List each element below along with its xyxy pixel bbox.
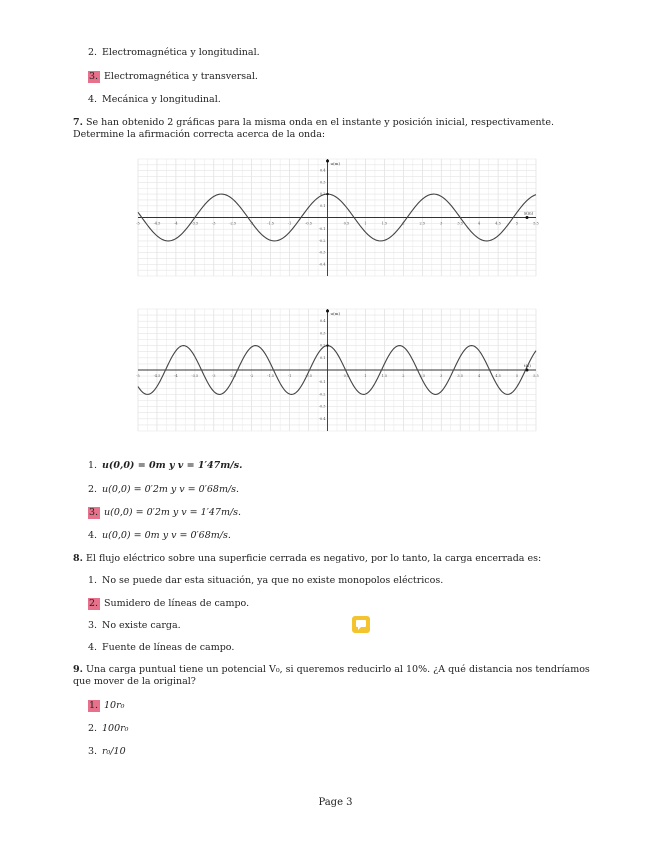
option-number: 3. (88, 746, 98, 757)
option-text: u(0,0) = 0m y v = 1′47m/s. (102, 460, 243, 471)
x-tick-label: 0.5 (343, 374, 350, 378)
x-axis-marker (526, 369, 529, 372)
y-tick-label: 0.1 (319, 355, 326, 360)
option-number: 2. (88, 723, 98, 734)
y-axis-marker (326, 310, 329, 313)
x-tick-label: 5 (515, 374, 519, 378)
x-axis-label: x(m) (524, 210, 534, 216)
y-axis-marker (326, 160, 329, 163)
x-tick-label: 4 (478, 374, 481, 378)
y-tick-label: 0.4 (319, 319, 326, 324)
q7-question (73, 117, 603, 141)
x-tick-label: -5 (136, 221, 140, 226)
option-number: 4. (88, 642, 98, 653)
question-number: 8. (73, 553, 83, 564)
x-tick-label: -4 (174, 221, 178, 226)
x-tick-label: 1 (364, 374, 367, 378)
option-number: 2. (88, 484, 98, 495)
y-tick-label: -0.3 (318, 404, 326, 409)
x-tick-label: -3 (212, 374, 216, 378)
x-tick-label: -2.5 (229, 374, 237, 378)
highlight-mark: 3. (89, 71, 99, 82)
highlight-mark: 2. (89, 598, 99, 609)
x-tick-label: 3 (440, 374, 443, 378)
y-tick-label: -0.2 (318, 238, 326, 243)
space-wave-graph (134, 155, 540, 280)
x-tick-label: 0.5 (343, 221, 350, 226)
x-tick-label: -2.5 (229, 221, 237, 226)
x-tick-label: -1.5 (267, 221, 275, 226)
y-axis-label: u(m) (330, 311, 341, 317)
y-tick-label: 0.3 (319, 180, 326, 185)
x-tick-label: -0.5 (305, 221, 312, 226)
option-text: 10r₀ (104, 700, 125, 711)
option-text: u(0,0) = 0′2m y v = 1′47m/s. (104, 507, 242, 518)
x-tick-label: -5 (136, 374, 140, 378)
y-tick-label: -0.4 (318, 416, 326, 421)
x-tick-label: 5.5 (533, 221, 539, 226)
q6-option-2 (88, 47, 260, 59)
x-tick-label: 2.5 (419, 221, 426, 226)
highlight-mark: 3. (89, 507, 99, 518)
question-number: 7. (73, 117, 83, 128)
question-text: Una carga puntual tiene un potencial V₀, si queremos reducirlo al 10%. ¿A qué distancia nos tendríamos que mover de la original? (73, 664, 590, 687)
x-tick-label: -3 (212, 221, 216, 226)
comment-icon[interactable] (352, 616, 370, 633)
x-tick-label: -3.5 (191, 221, 199, 226)
question-text: El flujo eléctrico sobre una superficie cerrada es negativo, por lo tanto, la carga encerrada es: (85, 553, 542, 564)
x-tick-label: 3 (440, 221, 443, 226)
option-text: Fuente de líneas de campo. (102, 642, 235, 653)
q8-option-3 (88, 620, 181, 632)
x-tick-label: -1.5 (267, 374, 275, 378)
q9-option-1 (88, 700, 124, 712)
x-tick-label: -1 (287, 374, 292, 378)
x-tick-label: -4.5 (153, 221, 161, 226)
option-number: 3. (88, 620, 98, 631)
x-tick-label: 4.5 (495, 221, 501, 226)
x-tick-label: -0.5 (305, 374, 312, 378)
option-number: 1. (88, 575, 98, 586)
x-tick-label: 5.5 (533, 374, 539, 378)
x-tick-label: -4 (174, 374, 178, 378)
question-text: Se han obtenido 2 gráficas para la misma onda en el instante y posición inicial, respectivamente. Determine la afirmación correcta acerca de la onda: (73, 117, 555, 140)
y-tick-label: -0.4 (318, 262, 326, 267)
q6-option-4 (88, 94, 221, 106)
q7-option-4 (88, 530, 231, 542)
x-tick-label: 4 (478, 221, 481, 226)
x-tick-label: -3.5 (191, 374, 199, 378)
x-tick-label: 5 (515, 221, 519, 226)
y-tick-label: -0.1 (318, 227, 326, 232)
x-tick-label: 3.5 (457, 221, 463, 226)
q7-option-1 (88, 460, 242, 472)
option-text: Mecánica y longitudinal. (102, 94, 221, 105)
option-text: Electromagnética y longitudinal. (102, 47, 260, 58)
x-tick-label: 3.5 (457, 374, 463, 378)
initial-point (326, 344, 328, 346)
q7-option-2 (88, 484, 239, 496)
question-number: 9. (73, 664, 83, 675)
option-text: No existe carga. (102, 620, 181, 631)
q8-question (73, 553, 603, 565)
q8-option-4 (88, 642, 234, 654)
x-tick-label: -2 (250, 221, 254, 226)
x-tick-label: 2 (402, 221, 405, 226)
x-tick-label: 1.5 (381, 374, 388, 378)
y-axis-label: u(m) (330, 160, 341, 166)
q7-option-3 (88, 507, 241, 519)
q9-question (73, 664, 603, 688)
x-axis-label: t(s) (524, 363, 531, 368)
x-tick-label: -2 (250, 374, 254, 378)
time-wave-graph (134, 305, 540, 435)
option-text: u(0,0) = 0′2m y v = 0′68m/s. (102, 484, 240, 495)
option-text: Electromagnética y transversal. (104, 71, 258, 82)
x-tick-label: -1 (287, 221, 292, 226)
q9-option-2 (88, 723, 128, 735)
y-tick-label: -0.1 (318, 380, 326, 385)
x-axis-marker (526, 216, 529, 219)
x-tick-label: 1 (364, 221, 367, 226)
q8-option-2 (88, 598, 249, 610)
page-number: Page 3 (318, 797, 353, 808)
highlight-mark: 1. (89, 700, 99, 711)
option-text: 100r₀ (102, 723, 129, 734)
q8-option-1 (88, 575, 443, 587)
x-tick-label: -4.5 (153, 374, 161, 378)
option-text: Sumidero de líneas de campo. (104, 598, 250, 609)
y-tick-label: -0.2 (318, 392, 326, 397)
initial-point (326, 193, 328, 195)
x-tick-label: 2.5 (419, 374, 426, 378)
y-tick-label: 0.2 (319, 343, 326, 348)
x-tick-label: 4.5 (495, 374, 501, 378)
option-text: r₀/10 (102, 746, 126, 757)
y-tick-label: 0.1 (319, 203, 326, 208)
option-number: 2. (88, 47, 98, 58)
y-tick-label: -0.3 (318, 250, 326, 255)
option-text: u(0,0) = 0m y v = 0′68m/s. (102, 530, 231, 541)
y-tick-label: 0.3 (319, 331, 326, 336)
option-number: 4. (88, 530, 98, 541)
option-number: 1. (88, 460, 98, 471)
option-text: No se puede dar esta situación, ya que no existe monopolos eléctricos. (102, 575, 444, 586)
x-tick-label: 2 (402, 374, 405, 378)
y-tick-label: 0.2 (319, 192, 326, 197)
option-number: 4. (88, 94, 98, 105)
q9-option-3 (88, 746, 126, 758)
x-tick-label: 1.5 (381, 221, 388, 226)
y-tick-label: 0.4 (319, 168, 326, 173)
q6-option-3 (88, 71, 258, 83)
